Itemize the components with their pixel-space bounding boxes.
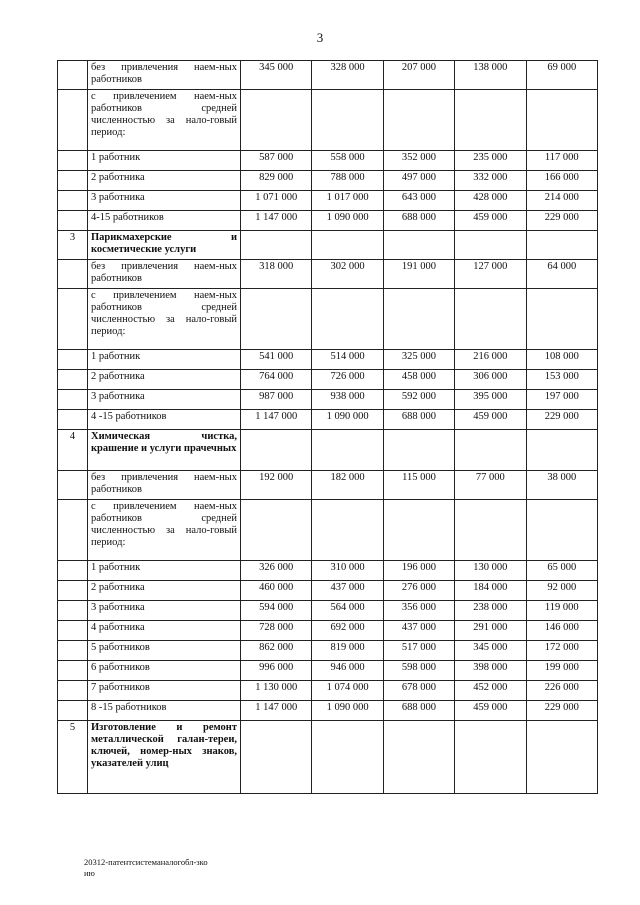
row-number	[58, 171, 88, 191]
value-cell: 460 000	[241, 581, 312, 601]
value-cell	[455, 90, 526, 151]
value-cell: 829 000	[241, 171, 312, 191]
row-description: 5 работников	[88, 641, 241, 661]
value-cell: 352 000	[383, 151, 454, 171]
value-cell: 291 000	[455, 621, 526, 641]
value-cell	[241, 231, 312, 260]
row-number	[58, 681, 88, 701]
value-cell: 328 000	[312, 61, 383, 90]
value-cell: 987 000	[241, 390, 312, 410]
table-row	[58, 641, 598, 661]
value-cell: 459 000	[455, 211, 526, 231]
row-number	[58, 471, 88, 500]
section-title: Парикмахерские и косметические услуги	[88, 231, 241, 260]
row-description: с привлечением наем-ных работников средней численностью за нало-говый период:	[88, 90, 241, 151]
value-cell: 688 000	[383, 701, 454, 721]
value-cell: 92 000	[526, 581, 597, 601]
value-cell: 77 000	[455, 471, 526, 500]
value-cell: 318 000	[241, 260, 312, 289]
value-cell	[312, 430, 383, 471]
row-description: 3 работника	[88, 390, 241, 410]
value-cell: 64 000	[526, 260, 597, 289]
table-row	[58, 171, 598, 191]
table-row	[58, 581, 598, 601]
section-title: Химическая чистка, крашение и услуги прачечных	[88, 430, 241, 471]
value-cell: 688 000	[383, 410, 454, 430]
value-cell: 643 000	[383, 191, 454, 211]
value-cell: 428 000	[455, 191, 526, 211]
value-cell	[312, 721, 383, 794]
value-cell: 229 000	[526, 701, 597, 721]
table-row	[58, 211, 598, 231]
value-cell	[526, 90, 597, 151]
value-cell: 191 000	[383, 260, 454, 289]
value-cell	[383, 231, 454, 260]
value-cell: 728 000	[241, 621, 312, 641]
row-description: 2 работника	[88, 370, 241, 390]
value-cell: 207 000	[383, 61, 454, 90]
value-cell: 306 000	[455, 370, 526, 390]
value-cell: 197 000	[526, 390, 597, 410]
value-cell: 862 000	[241, 641, 312, 661]
value-cell: 458 000	[383, 370, 454, 390]
value-cell: 146 000	[526, 621, 597, 641]
value-cell: 138 000	[455, 61, 526, 90]
value-cell: 497 000	[383, 171, 454, 191]
value-cell: 1 147 000	[241, 701, 312, 721]
value-cell: 459 000	[455, 410, 526, 430]
value-cell	[241, 90, 312, 151]
value-cell: 517 000	[383, 641, 454, 661]
section-title: Изготовление и ремонт металлической галан-тереи, ключей, номер-ных знаков, указателей улиц	[88, 721, 241, 794]
row-number	[58, 260, 88, 289]
row-description: 7 работников	[88, 681, 241, 701]
table-row	[58, 500, 598, 561]
value-cell: 117 000	[526, 151, 597, 171]
value-cell	[455, 231, 526, 260]
value-cell: 38 000	[526, 471, 597, 500]
row-number	[58, 289, 88, 350]
value-cell: 996 000	[241, 661, 312, 681]
value-cell: 1 090 000	[312, 211, 383, 231]
value-cell: 229 000	[526, 211, 597, 231]
row-description: 1 работник	[88, 350, 241, 370]
table-row	[58, 390, 598, 410]
value-cell: 302 000	[312, 260, 383, 289]
value-cell	[383, 430, 454, 471]
value-cell: 541 000	[241, 350, 312, 370]
value-cell	[526, 430, 597, 471]
value-cell	[383, 721, 454, 794]
value-cell	[312, 90, 383, 151]
value-cell: 1 090 000	[312, 410, 383, 430]
value-cell: 326 000	[241, 561, 312, 581]
table-row	[58, 350, 598, 370]
row-number: 4	[58, 430, 88, 471]
row-description: без привлечения наем-ных работников	[88, 260, 241, 289]
value-cell: 276 000	[383, 581, 454, 601]
value-cell	[526, 721, 597, 794]
row-description: 2 работника	[88, 581, 241, 601]
value-cell: 127 000	[455, 260, 526, 289]
value-cell	[241, 500, 312, 561]
table-row	[58, 90, 598, 151]
value-cell: 1 147 000	[241, 410, 312, 430]
row-number	[58, 350, 88, 370]
value-cell: 115 000	[383, 471, 454, 500]
value-cell: 119 000	[526, 601, 597, 621]
value-cell: 238 000	[455, 601, 526, 621]
value-cell	[383, 500, 454, 561]
footer-line-1: 20312-патентсистеманалогобл-зко	[84, 857, 208, 867]
table-row	[58, 151, 598, 171]
table-row	[58, 601, 598, 621]
table-row	[58, 721, 598, 794]
row-number	[58, 701, 88, 721]
value-cell	[383, 289, 454, 350]
value-cell: 564 000	[312, 601, 383, 621]
value-cell	[312, 289, 383, 350]
row-description: 6 работников	[88, 661, 241, 681]
value-cell: 598 000	[383, 661, 454, 681]
row-number	[58, 390, 88, 410]
value-cell: 216 000	[455, 350, 526, 370]
value-cell: 166 000	[526, 171, 597, 191]
row-description: 8 -15 работников	[88, 701, 241, 721]
row-description: 3 работника	[88, 601, 241, 621]
row-number	[58, 581, 88, 601]
table-row	[58, 260, 598, 289]
value-cell: 196 000	[383, 561, 454, 581]
value-cell	[241, 289, 312, 350]
value-cell: 437 000	[383, 621, 454, 641]
table-row	[58, 370, 598, 390]
value-cell	[455, 430, 526, 471]
value-cell: 1 090 000	[312, 701, 383, 721]
value-cell: 1 074 000	[312, 681, 383, 701]
row-description: 2 работника	[88, 171, 241, 191]
value-cell: 310 000	[312, 561, 383, 581]
value-cell: 558 000	[312, 151, 383, 171]
value-cell: 819 000	[312, 641, 383, 661]
value-cell	[455, 289, 526, 350]
value-cell: 592 000	[383, 390, 454, 410]
value-cell: 764 000	[241, 370, 312, 390]
row-description: без привлечения наем-ных работников	[88, 61, 241, 90]
value-cell: 587 000	[241, 151, 312, 171]
row-number	[58, 500, 88, 561]
value-cell: 182 000	[312, 471, 383, 500]
value-cell: 69 000	[526, 61, 597, 90]
value-cell: 938 000	[312, 390, 383, 410]
value-cell: 332 000	[455, 171, 526, 191]
row-description: 4 работника	[88, 621, 241, 641]
value-cell: 398 000	[455, 661, 526, 681]
footer-line-2: ию	[84, 868, 95, 878]
row-number	[58, 561, 88, 581]
table-row	[58, 621, 598, 641]
table-row	[58, 561, 598, 581]
table-row	[58, 61, 598, 90]
row-number	[58, 90, 88, 151]
row-description: с привлечением наем-ных работников средней численностью за нало-говый период:	[88, 289, 241, 350]
value-cell: 192 000	[241, 471, 312, 500]
row-number	[58, 61, 88, 90]
row-number: 3	[58, 231, 88, 260]
table-row	[58, 471, 598, 500]
value-cell: 678 000	[383, 681, 454, 701]
value-cell: 235 000	[455, 151, 526, 171]
value-cell	[241, 430, 312, 471]
value-cell	[241, 721, 312, 794]
row-number	[58, 601, 88, 621]
value-cell: 199 000	[526, 661, 597, 681]
value-cell	[455, 500, 526, 561]
value-cell: 514 000	[312, 350, 383, 370]
value-cell: 459 000	[455, 701, 526, 721]
row-description: 3 работника	[88, 191, 241, 211]
value-cell: 437 000	[312, 581, 383, 601]
row-number	[58, 151, 88, 171]
value-cell: 1 147 000	[241, 211, 312, 231]
value-cell: 788 000	[312, 171, 383, 191]
row-number	[58, 641, 88, 661]
value-cell: 229 000	[526, 410, 597, 430]
value-cell: 688 000	[383, 211, 454, 231]
value-cell: 452 000	[455, 681, 526, 701]
document-footer	[84, 857, 208, 879]
value-cell	[312, 500, 383, 561]
table-row	[58, 701, 598, 721]
row-description: 4 -15 работников	[88, 410, 241, 430]
value-cell: 226 000	[526, 681, 597, 701]
row-number	[58, 370, 88, 390]
row-number	[58, 621, 88, 641]
row-description: без привлечения наем-ных работников	[88, 471, 241, 500]
row-description: 4-15 работников	[88, 211, 241, 231]
row-number	[58, 661, 88, 681]
value-cell	[312, 231, 383, 260]
value-cell: 594 000	[241, 601, 312, 621]
table-row	[58, 430, 598, 471]
value-cell: 130 000	[455, 561, 526, 581]
value-cell: 108 000	[526, 350, 597, 370]
value-cell: 214 000	[526, 191, 597, 211]
value-cell: 356 000	[383, 601, 454, 621]
value-cell: 395 000	[455, 390, 526, 410]
table-row	[58, 661, 598, 681]
value-cell: 65 000	[526, 561, 597, 581]
value-cell: 153 000	[526, 370, 597, 390]
row-number: 5	[58, 721, 88, 794]
value-cell: 1 071 000	[241, 191, 312, 211]
table-row	[58, 191, 598, 211]
row-description: 1 работник	[88, 561, 241, 581]
value-cell: 1 017 000	[312, 191, 383, 211]
value-cell	[526, 289, 597, 350]
tax-rates-table	[57, 60, 598, 794]
row-description: 1 работник	[88, 151, 241, 171]
value-cell: 345 000	[241, 61, 312, 90]
row-number	[58, 211, 88, 231]
table-row	[58, 410, 598, 430]
value-cell: 184 000	[455, 581, 526, 601]
row-number	[58, 191, 88, 211]
value-cell: 692 000	[312, 621, 383, 641]
value-cell	[383, 90, 454, 151]
table-row	[58, 231, 598, 260]
value-cell	[455, 721, 526, 794]
value-cell: 172 000	[526, 641, 597, 661]
value-cell	[526, 500, 597, 561]
table-row	[58, 289, 598, 350]
value-cell: 325 000	[383, 350, 454, 370]
row-number	[58, 410, 88, 430]
value-cell: 946 000	[312, 661, 383, 681]
value-cell: 1 130 000	[241, 681, 312, 701]
value-cell: 726 000	[312, 370, 383, 390]
row-description: с привлечением наем-ных работников средней численностью за нало-говый период:	[88, 500, 241, 561]
table-row	[58, 681, 598, 701]
value-cell: 345 000	[455, 641, 526, 661]
value-cell	[526, 231, 597, 260]
page-number: 3	[316, 30, 324, 45]
